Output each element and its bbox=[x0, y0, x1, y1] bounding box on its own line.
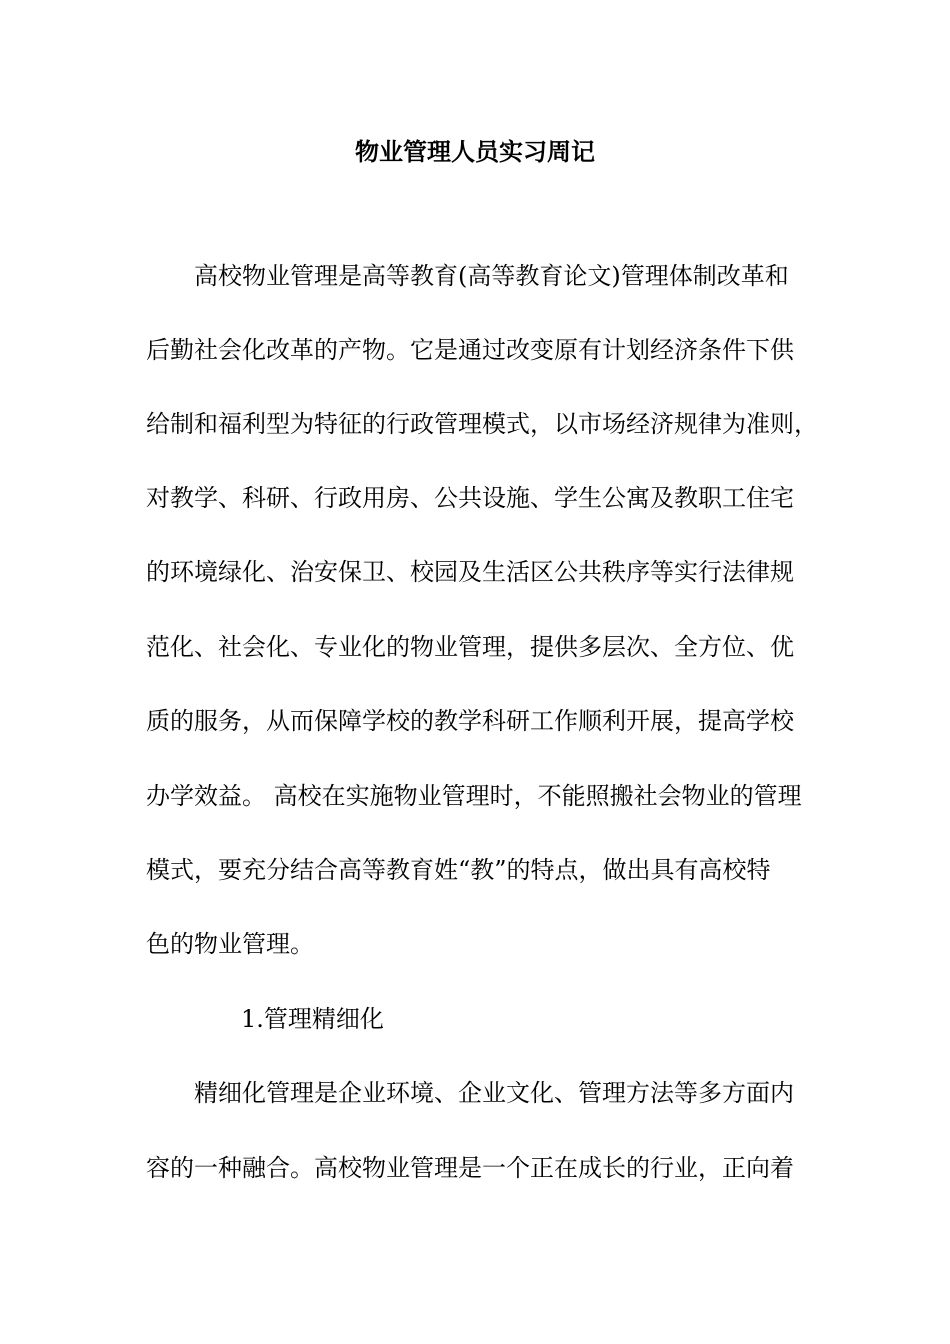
paragraph-line: 精细化管理是企业环境、企业文化、管理方法等多方面内 bbox=[194, 1079, 794, 1107]
paragraph-line: 色的物业管理。 bbox=[146, 930, 314, 958]
paragraph-line: 模式，要充分结合高等教育姓“教”的特点，做出具有高校特 bbox=[146, 856, 771, 884]
paragraph-line: 对教学、科研、行政用房、公共设施、学生公寓及教职工住宅 bbox=[146, 484, 794, 512]
section-heading: 1.管理精细化 bbox=[241, 1005, 384, 1033]
paragraph-line: 容的一种融合。高校物业管理是一个正在成长的行业，正向着 bbox=[146, 1154, 794, 1182]
paragraph-line: 范化、社会化、专业化的物业管理，提供多层次、全方位、优 bbox=[146, 633, 794, 661]
paragraph-line: 质的服务，从而保障学校的教学科研工作顺利开展，提高学校 bbox=[146, 707, 794, 735]
document-title: 物业管理人员实习周记 bbox=[355, 137, 595, 166]
paragraph-line: 的环境绿化、治安保卫、校园及生活区公共秩序等实行法律规 bbox=[146, 558, 794, 586]
paragraph-line: 高校物业管理是高等教育(高等教育论文)管理体制改革和 bbox=[194, 262, 789, 290]
paragraph-line: 给制和福利型为特征的行政管理模式，以市场经济规律为准则， bbox=[146, 410, 818, 438]
paragraph-line: 后勤社会化改革的产物。它是通过改变原有计划经济条件下供 bbox=[146, 336, 794, 364]
paragraph-line: 办学效益。 高校在实施物业管理时，不能照搬社会物业的管理 bbox=[146, 782, 802, 810]
